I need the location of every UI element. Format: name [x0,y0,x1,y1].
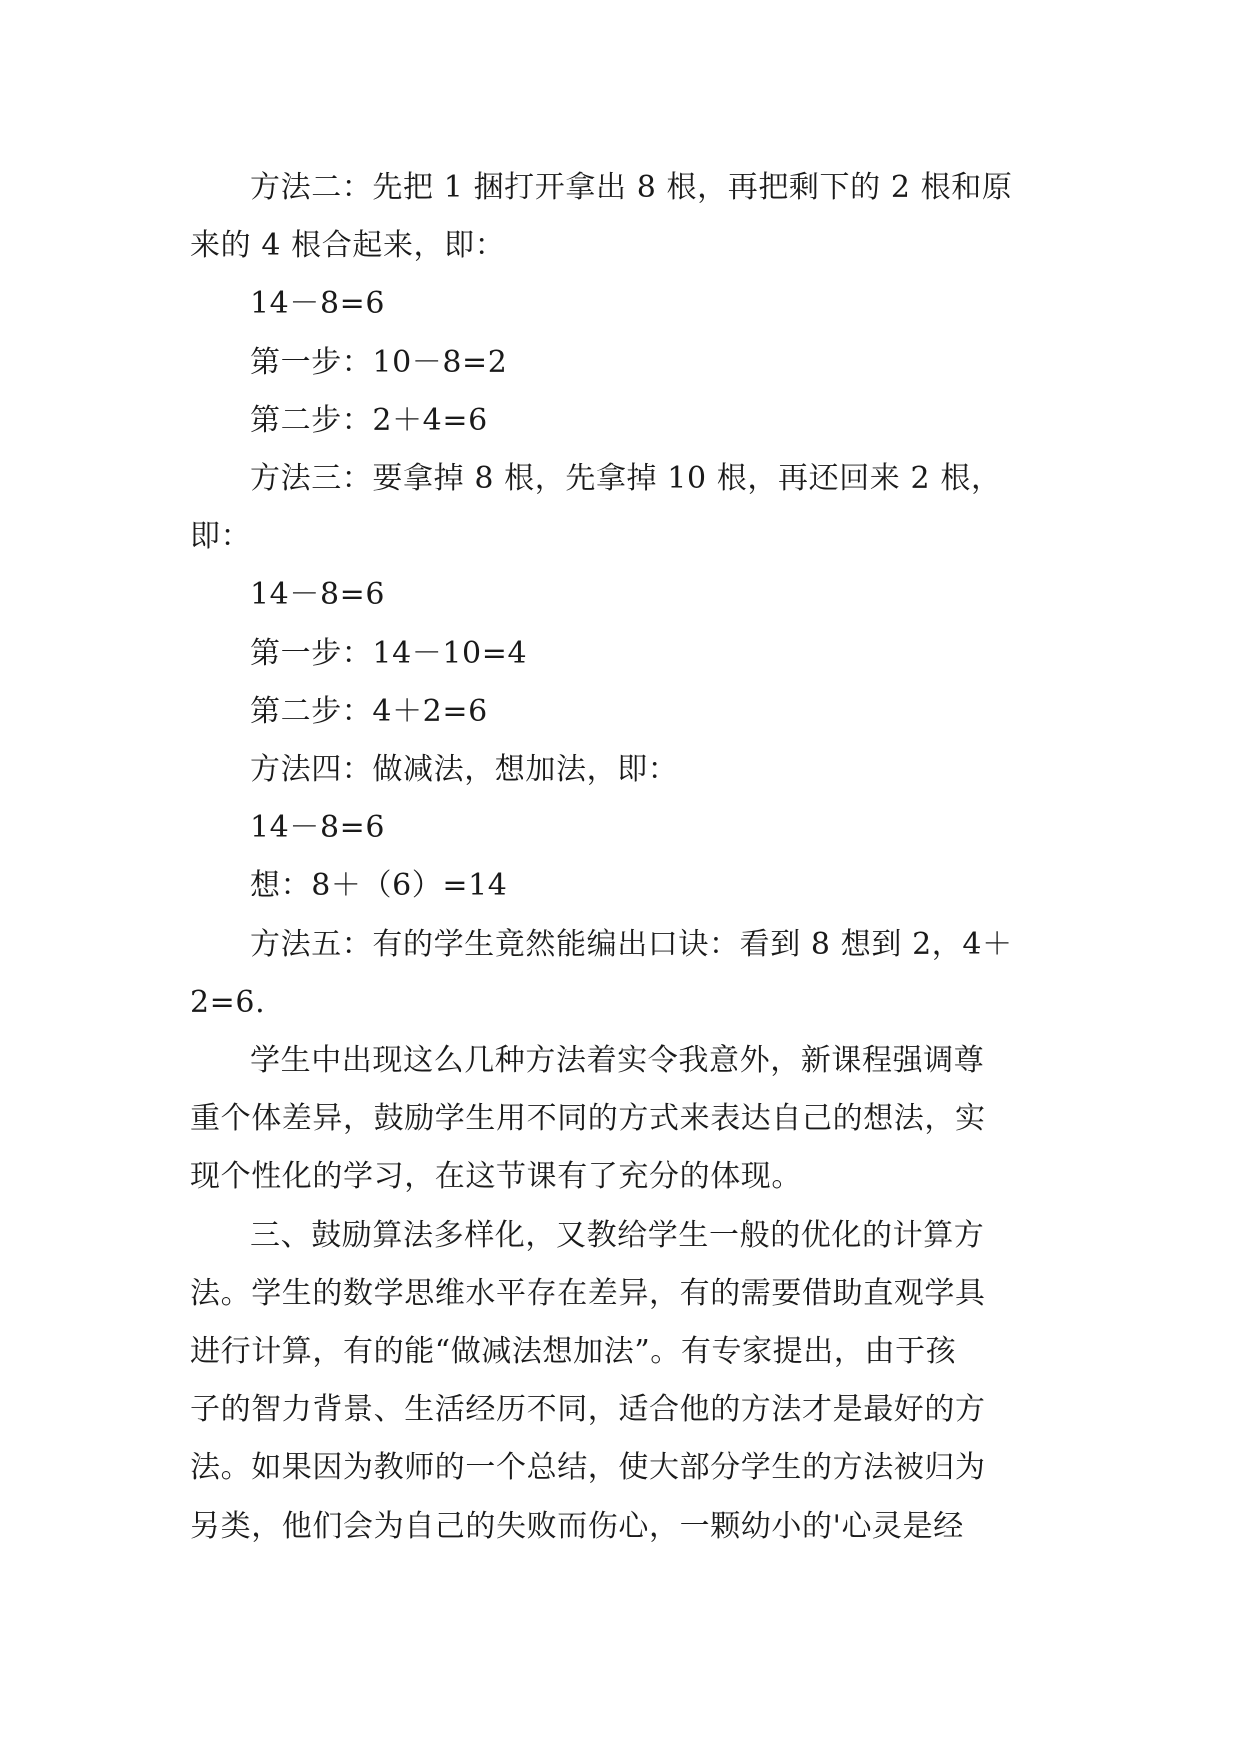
text-line: 另类，他们会为自己的失败而伤心，一颗幼小的'心灵是经 [190,1508,964,1544]
text-line: 第一步：10－8=2 [250,344,508,380]
text-line: 即： [190,519,252,555]
text-line: 14－8=6 [250,577,386,613]
step-line [190,334,1055,392]
paragraph-section-three [190,1207,1055,1556]
text-line: 第二步：4＋2=6 [250,693,488,729]
text-line: 第一步：14－10=4 [250,635,528,671]
text-line: 第二步：2＋4=6 [250,402,488,438]
text-line: 进行计算，有的能“做减法想加法”。有专家提出，由于孩 [190,1334,957,1370]
text-line: 方法四：做减法，想加法，即： [250,752,679,788]
step-line [190,392,1055,450]
text-line: 法。如果因为教师的一个总结，使大部分学生的方法被归为 [190,1450,986,1486]
text-line: 想：8＋（6）=14 [250,868,508,904]
text-line: 重个体差异，鼓励学生用不同的方式来表达自己的想法，实 [190,1101,986,1137]
text-line: 三、鼓励算法多样化，又教给学生一般的优化的计算方 [250,1217,985,1253]
text-line: 14－8=6 [250,286,386,322]
text-line: 学生中出现这么几种方法着实令我意外，新课程强调尊 [250,1043,985,1079]
text-line: 2=6. [190,984,266,1020]
text-line: 来的 4 根合起来，即： [190,228,506,264]
text-line: 方法五：有的学生竟然能编出口诀：看到 8 想到 2，4＋ [250,926,1013,962]
think-line [190,857,1055,915]
paragraph-method-two [190,159,1055,275]
text-line: 14－8=6 [250,810,386,846]
step-line [190,625,1055,683]
paragraph-method-five [190,916,1055,1032]
text-line: 子的智力背景、生活经历不同，适合他的方法才是最好的方 [190,1392,986,1428]
text-line: 方法二：先把 1 捆打开拿出 8 根，再把剩下的 2 根和原 [250,170,1013,205]
equation-line [190,566,1055,624]
paragraph-method-three [190,450,1055,566]
equation-line [190,799,1055,857]
text-line: 方法三：要拿掉 8 根，先拿掉 10 根，再还回来 2 根， [250,461,1002,497]
document-body [190,159,1055,1556]
paragraph-reflection [190,1032,1055,1207]
text-line: 法。学生的数学思维水平存在差异，有的需要借助直观学具 [190,1275,986,1311]
step-line [190,683,1055,741]
text-line: 现个性化的学习，在这节课有了充分的体现。 [190,1159,802,1195]
paragraph-method-four [190,741,1055,799]
equation-line [190,275,1055,333]
